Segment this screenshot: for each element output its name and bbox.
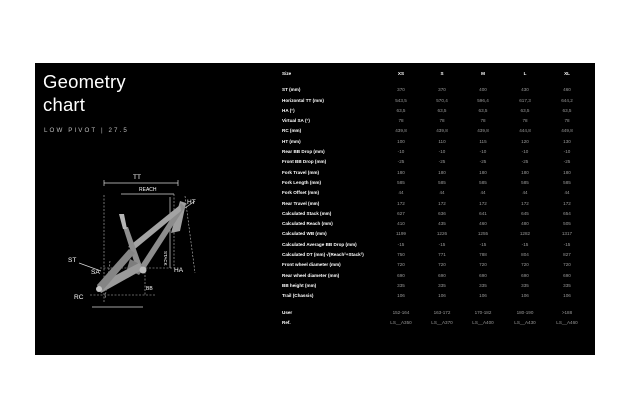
cell-l: 645: [521, 210, 529, 216]
row-label: Fork Length (mm): [282, 179, 322, 185]
chart-subtitle: LOW PIVOT | 27.5: [44, 127, 129, 134]
cell-xl: 505: [563, 221, 571, 227]
cell-l: 335: [521, 282, 529, 288]
cell-xs: -10: [397, 149, 405, 155]
cell-s: 720: [438, 262, 446, 268]
cell-xl: 449,8: [561, 128, 573, 134]
cell-xs: LS__A350: [390, 319, 412, 325]
cell-s: 570,4: [436, 97, 448, 103]
ht-label: HT: [187, 199, 196, 206]
cell-l: 430: [521, 87, 529, 93]
cell-s: 63,5: [437, 107, 447, 113]
cell-xs: 44: [398, 190, 404, 196]
cell-xl: -10: [563, 149, 571, 155]
cell-l: 120: [521, 138, 529, 144]
cell-xl: 720: [563, 262, 571, 268]
cell-xl: LS__A460: [556, 319, 578, 325]
cell-xs: 627: [397, 210, 405, 216]
cell-l: 1282: [519, 231, 531, 237]
cell-m: 180: [479, 169, 487, 175]
row-label: Calculated WB (mm): [282, 231, 327, 237]
cell-l: 480: [521, 221, 529, 227]
cell-m: -10: [479, 149, 487, 155]
cell-m: 585: [479, 179, 487, 185]
cell-s: LS__A370: [431, 319, 453, 325]
row-label: Front BB Drop (mm): [282, 159, 327, 165]
cell-s: -25: [438, 159, 446, 165]
cell-l: -10: [521, 149, 529, 155]
cell-s: 44: [439, 190, 445, 196]
cell-xl: 644,2: [561, 97, 573, 103]
table-row-virtual-sa: [282, 116, 588, 126]
cell-xl: 44: [564, 190, 570, 196]
st-label: ST: [68, 257, 77, 264]
cell-xs: 63,5: [396, 107, 406, 113]
row-label: Fork Travel (mm): [282, 169, 320, 175]
cell-m: 106: [479, 293, 487, 299]
row-label: HA (°): [282, 107, 295, 113]
cell-l: 180-190: [516, 309, 534, 315]
cell-xs: 172: [397, 200, 405, 206]
cell-xl: 172: [563, 200, 571, 206]
table-row-ht-mm: [282, 137, 588, 147]
cell-m: 172: [479, 200, 487, 206]
row-label: RC (mm): [282, 128, 302, 134]
cell-m: 63,5: [478, 107, 488, 113]
table-row-fork-offset-mm: [282, 188, 588, 198]
cell-xs: 690: [397, 272, 405, 278]
table-header-row: [282, 69, 588, 79]
cell-l: 720: [521, 262, 529, 268]
geometry-panel: [35, 63, 595, 355]
row-label: Ref.: [282, 319, 291, 325]
row-label: User: [282, 309, 293, 315]
cell-m: 170-182: [474, 309, 492, 315]
rc-label: RC: [74, 294, 84, 301]
row-label: Calculated DT (mm) √(Reach²+Stack²): [282, 252, 364, 258]
row-label: Virtual SA (°): [282, 118, 310, 124]
cell-l: 106: [521, 293, 529, 299]
cell-s: -10: [438, 149, 446, 155]
cell-m: 788: [479, 252, 487, 258]
table-row-st-mm: [282, 85, 588, 95]
ha-label: HA: [174, 267, 184, 274]
seat-post: [119, 214, 127, 229]
tt-label: TT: [133, 174, 141, 181]
title-line-2: chart: [43, 94, 86, 115]
table-row-calculated-dt-mm-reach-stack: [282, 250, 588, 260]
cell-l: 180: [521, 169, 529, 175]
cell-l: 444,8: [519, 128, 531, 134]
table-row-trail-chassis: [282, 291, 588, 301]
bike-geometry-diagram: [35, 63, 280, 355]
cell-l: 78: [522, 118, 528, 124]
row-label: Fork Offset (mm): [282, 190, 320, 196]
bb-label: BB: [146, 286, 153, 292]
cell-l: 44: [522, 190, 528, 196]
rear-axle: [96, 286, 102, 292]
cell-xs: 370: [397, 87, 405, 93]
cell-l: 617,3: [519, 97, 531, 103]
row-label: BB height (mm): [282, 282, 317, 288]
cell-xl: 130: [563, 138, 571, 144]
geometry-table: [282, 69, 588, 328]
cell-m: 115: [479, 138, 487, 144]
row-label: Trail (Chassis): [282, 293, 314, 299]
cell-m: 1255: [477, 231, 489, 237]
cell-xs: 585: [397, 179, 405, 185]
cell-m: 439,8: [477, 128, 489, 134]
cell-s: 439,8: [436, 128, 448, 134]
table-row-rc-mm: [282, 126, 588, 136]
table-row-calculated-reach-mm: [282, 219, 588, 229]
cell-m: 720: [479, 262, 487, 268]
row-label: Size: [282, 71, 292, 76]
cell-xl: 1317: [561, 231, 573, 237]
row-label: Front wheel diameter (mm): [282, 262, 341, 268]
cell-m: -15: [479, 241, 487, 247]
cell-xl: 585: [563, 179, 571, 185]
cell-m: 460: [479, 221, 487, 227]
cell-l: LS__A430: [514, 319, 536, 325]
cell-m: 596,4: [477, 97, 489, 103]
stack-label: STACK: [163, 251, 168, 266]
row-label: ST (mm): [282, 87, 301, 93]
cell-s: 585: [438, 179, 446, 185]
cell-xl: -25: [563, 159, 571, 165]
cell-xs: 720: [397, 262, 405, 268]
reach-label: REACH: [139, 187, 157, 193]
cell-xs: 106: [397, 293, 405, 299]
sa-label: SA: [91, 269, 100, 276]
cell-m: 78: [480, 118, 486, 124]
table-row-horizontal-tt-mm: [282, 96, 588, 106]
table-row-fork-travel-mm: [282, 168, 588, 178]
table-row-rear-wheel-diameter-mm: [282, 271, 588, 281]
cell-s: 163-172: [433, 309, 451, 315]
cell-xl: 180: [563, 169, 571, 175]
table-row-ha: [282, 106, 588, 116]
cell-xs: 335: [397, 282, 405, 288]
cell-s: 180: [438, 169, 446, 175]
cell-l: -25: [521, 159, 529, 165]
cell-xs: 1199: [396, 231, 406, 237]
bottom-bracket: [140, 267, 147, 274]
head-angle-guide: [185, 196, 195, 273]
cell-xl: XL: [564, 71, 570, 76]
cell-xs: -15: [397, 241, 405, 247]
table-row-rear-bb-drop-mm: [282, 147, 588, 157]
table-row-user: [282, 308, 588, 318]
cell-xs: 180: [397, 169, 405, 175]
cell-xs: 410: [397, 221, 405, 227]
cell-s: -15: [438, 241, 446, 247]
cell-s: 1226: [436, 231, 448, 237]
table-row-ref: [282, 318, 588, 328]
cell-m: M: [481, 71, 485, 76]
cell-s: 78: [439, 118, 445, 124]
cell-s: 106: [438, 293, 446, 299]
cell-l: -15: [521, 241, 529, 247]
row-label: Rear BB Drop (mm): [282, 149, 325, 155]
cell-s: 335: [438, 282, 446, 288]
cell-xs: 439,8: [395, 128, 407, 134]
cell-m: 641: [479, 210, 487, 216]
row-label: Calculated Reach (mm): [282, 221, 333, 227]
cell-xs: 152-164: [392, 309, 410, 315]
cell-s: 771: [438, 252, 446, 258]
cell-xs: XS: [397, 71, 405, 76]
cell-l: 172: [521, 200, 529, 206]
row-label: Rear wheel diameter (mm): [282, 272, 340, 278]
cell-s: S: [440, 71, 444, 76]
cell-xl: 654: [563, 210, 571, 216]
row-label: Rear Travel (mm): [282, 200, 320, 206]
cell-l: 690: [521, 272, 529, 278]
cell-s: 435: [438, 221, 446, 227]
table-row-calculated-average-bb-drop-mm: [282, 240, 588, 250]
cell-xl: 335: [563, 282, 571, 288]
cell-xl: 690: [563, 272, 571, 278]
cell-m: 400: [479, 87, 487, 93]
cell-xl: -15: [563, 241, 571, 247]
cell-m: 335: [479, 282, 487, 288]
cell-l: 585: [521, 179, 529, 185]
table-row-calculated-wb-mm: [282, 229, 588, 239]
cell-s: 370: [438, 87, 446, 93]
title-line-1: Geometry: [43, 71, 126, 92]
cell-xs: 543,5: [395, 97, 407, 103]
cell-m: 44: [480, 190, 486, 196]
cell-xs: 78: [398, 118, 404, 124]
row-label: Calculated Stack (mm): [282, 210, 332, 216]
cell-xl: 106: [563, 293, 571, 299]
cell-xs: -25: [397, 159, 405, 165]
cell-xl: 460: [563, 87, 571, 93]
cell-m: -25: [479, 159, 487, 165]
cell-l: L: [523, 71, 527, 76]
cell-xl: >188: [561, 309, 573, 315]
cell-s: 690: [438, 272, 446, 278]
table-row-front-bb-drop-mm: [282, 157, 588, 167]
geometry-table-body: [282, 69, 588, 328]
cell-xl: 78: [564, 118, 570, 124]
table-row-calculated-stack-mm: [282, 209, 588, 219]
bike-frame: [96, 201, 186, 293]
cell-xl: 827: [563, 252, 571, 258]
row-label: Calculated Average BB Drop (mm): [282, 241, 357, 247]
row-label: HT (mm): [282, 138, 301, 144]
cell-s: 636: [438, 210, 446, 216]
row-label: Horizontal TT (mm): [282, 97, 324, 103]
cell-m: LS__A400: [472, 319, 494, 325]
cell-xs: 750: [397, 252, 405, 258]
cell-m: 690: [479, 272, 487, 278]
cell-s: 110: [438, 138, 446, 144]
table-row-fork-length-mm: [282, 178, 588, 188]
table-row-front-wheel-diameter-mm: [282, 260, 588, 270]
cell-xs: 100: [397, 138, 405, 144]
table-row-rear-travel-mm: [282, 199, 588, 209]
cell-s: 172: [438, 200, 446, 206]
cell-l: 804: [521, 252, 529, 258]
cell-l: 63,5: [520, 107, 530, 113]
table-row-bb-height-mm: [282, 281, 588, 291]
cell-xl: 63,5: [562, 107, 572, 113]
